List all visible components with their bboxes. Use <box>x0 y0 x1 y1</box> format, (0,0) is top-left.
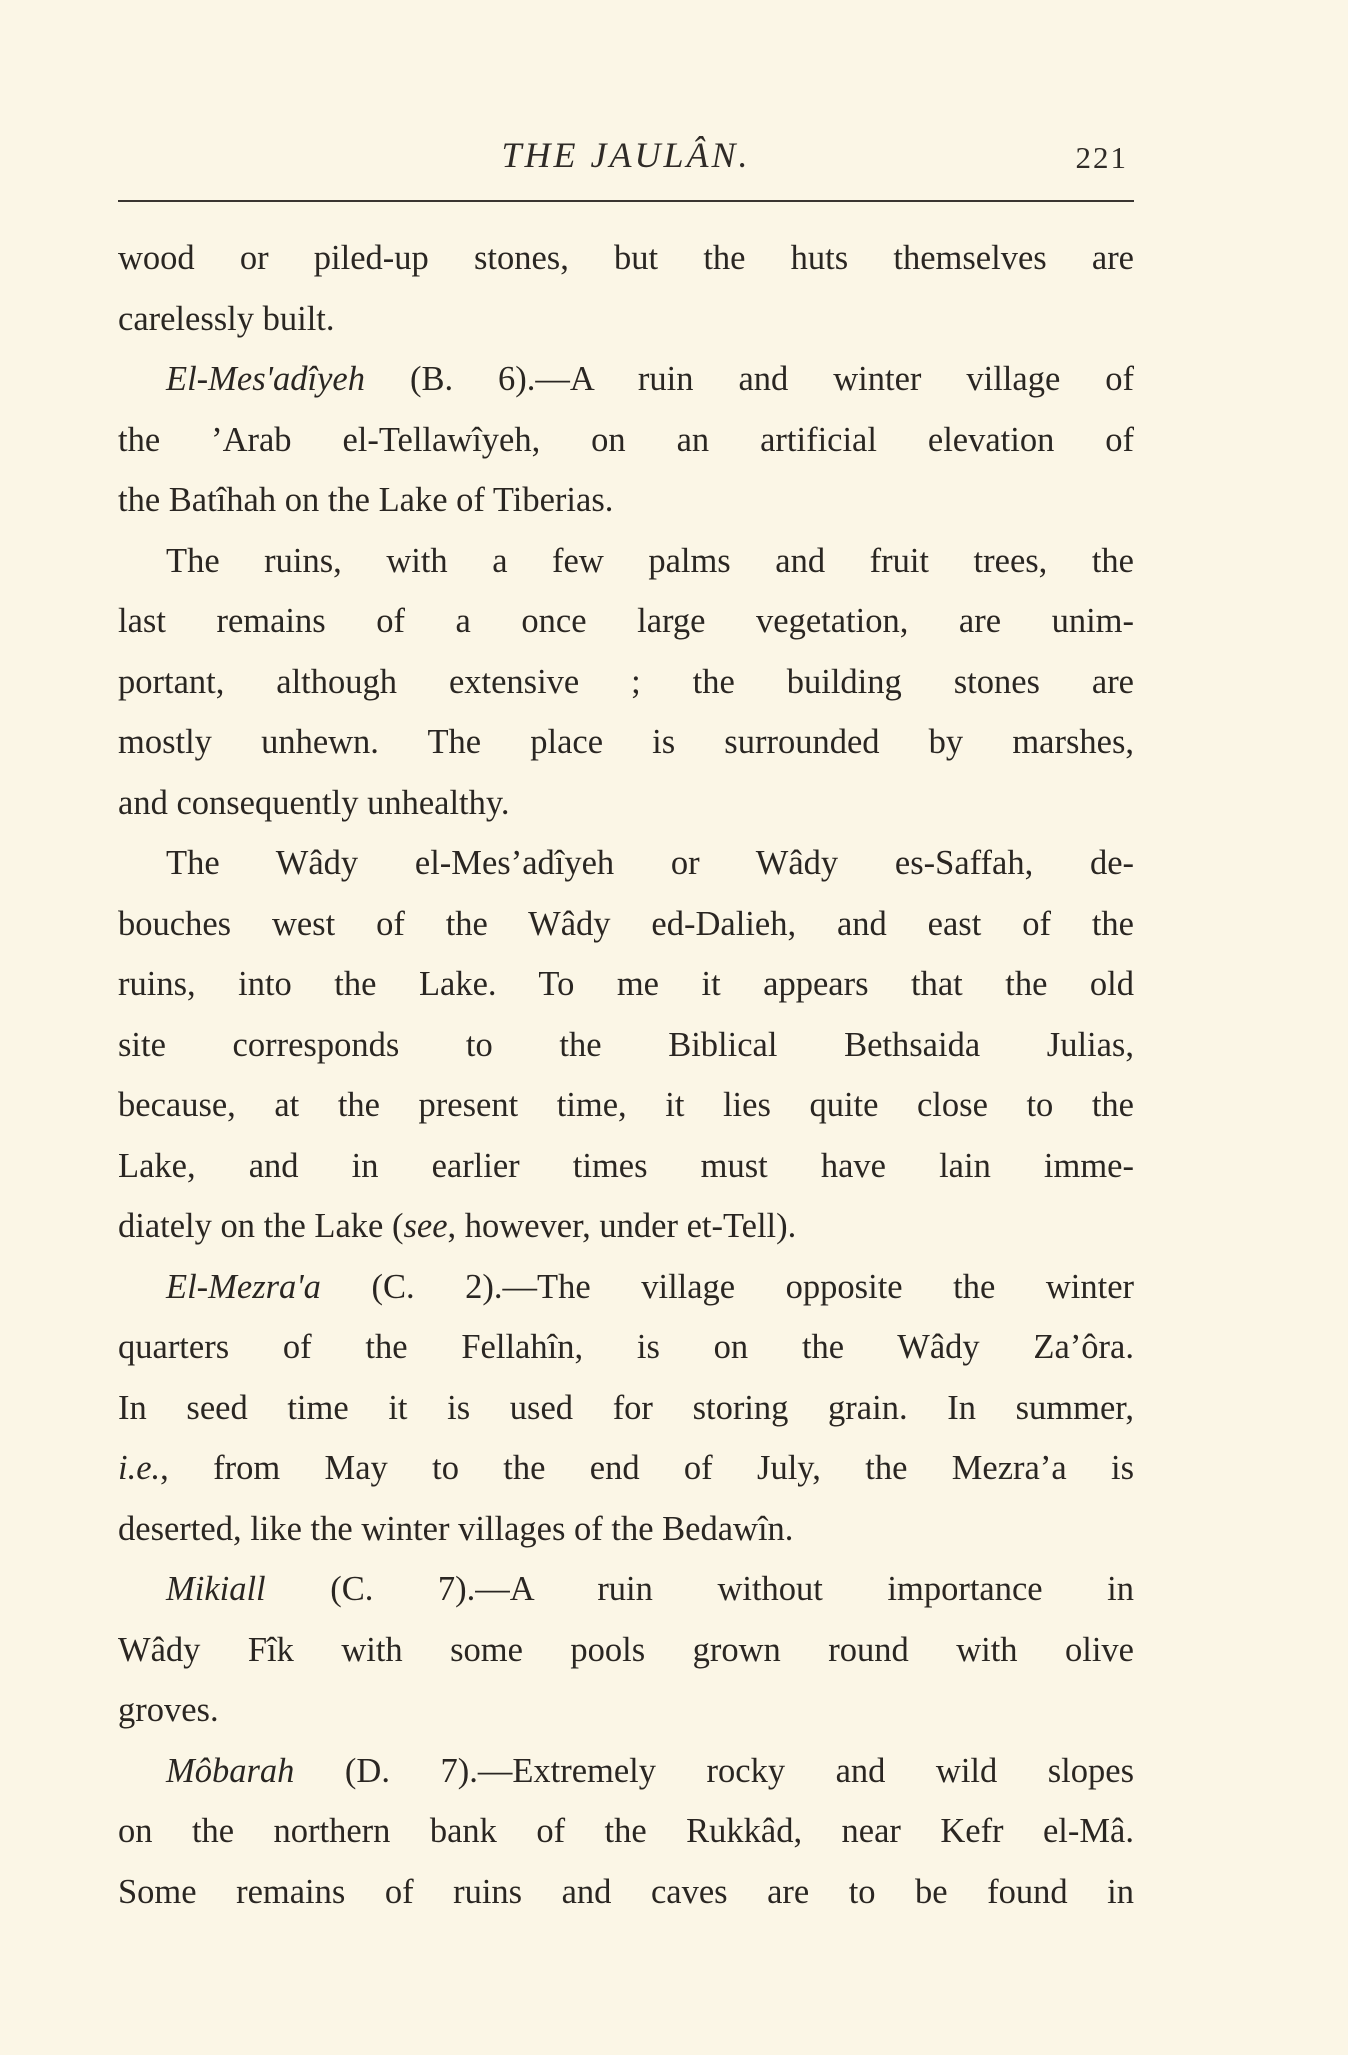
text-segment: mostly unhewn. The place is surrounded by marshes, <box>118 723 1134 761</box>
text-segment: , from May to the end of July, the Mezra’a is <box>160 1449 1134 1487</box>
text-segment: Some remains of ruins and caves are to be found in <box>118 1872 1134 1911</box>
text-line <box>118 1196 1134 1257</box>
italic-text: El-Mezra'a <box>166 1267 321 1306</box>
text-segment: the ’Arab el-Tellawîyeh, on an artificial elevation of <box>118 420 1134 459</box>
text-line <box>118 1015 1134 1076</box>
italic-text: El-Mes'adîyeh <box>166 360 365 398</box>
text-line <box>118 954 1134 1015</box>
text-segment: quarters of the Fellahîn, is on the Wâdy Za’ôra. <box>118 1328 1134 1366</box>
page-header <box>118 118 1134 178</box>
text-line <box>118 470 1134 531</box>
text-segment: (C. 7).—A ruin without importance in <box>265 1570 1134 1608</box>
text-segment: Wâdy Fîk with some pools grown round with olive <box>118 1630 1134 1669</box>
text-line <box>118 531 1134 592</box>
text-segment: the Batîhah on the Lake of Tiberias. <box>118 481 614 519</box>
text-line <box>118 712 1134 773</box>
text-line <box>118 1438 1134 1499</box>
text-line <box>118 1499 1134 1560</box>
text-segment: The Wâdy el-Mes’adîyeh or Wâdy es-Saffah, de- <box>166 844 1134 882</box>
text-line <box>118 1741 1134 1802</box>
text-line <box>118 1862 1134 1923</box>
text-line <box>118 1075 1134 1136</box>
text-segment: portant, although extensive ; the building stones are <box>118 662 1134 701</box>
text-segment: site corresponds to the Biblical Bethsaida Julias, <box>118 1025 1134 1064</box>
text-line <box>118 1559 1134 1620</box>
text-segment: carelessly built. <box>118 299 335 338</box>
text-line <box>118 1317 1134 1378</box>
text-segment: Lake, and in earlier times must have lain imme- <box>118 1146 1134 1185</box>
text-segment: bouches west of the Wâdy ed-Dalieh, and east of the <box>118 904 1134 943</box>
text-line <box>118 833 1134 894</box>
text-line <box>118 652 1134 713</box>
text-line <box>118 289 1134 350</box>
italic-text: see <box>403 1207 448 1245</box>
text-segment: on the northern bank of the Rukkâd, near Kefr el-Mâ. <box>118 1812 1134 1850</box>
text-segment: diately on the Lake ( <box>118 1207 404 1245</box>
text-segment: because, at the present time, it lies quite close to the <box>118 1086 1134 1124</box>
text-line <box>118 410 1134 471</box>
text-segment: , however, under et-Tell). <box>447 1207 797 1245</box>
italic-text: Môbarah <box>166 1751 295 1790</box>
text-segment: The ruins, with a few palms and fruit trees, the <box>166 541 1134 580</box>
text-line <box>118 1378 1134 1439</box>
italic-text: Mikiall <box>166 1570 266 1608</box>
text-segment: In seed time it is used for storing grain. In summer, <box>118 1388 1134 1427</box>
italic-text: i.e. <box>118 1449 161 1487</box>
page-number: 221 <box>1075 140 1128 175</box>
text-segment: last remains of a once large vegetation, are unim- <box>118 602 1134 640</box>
text-line <box>118 1257 1134 1318</box>
text-line <box>118 773 1134 834</box>
header-rule <box>118 200 1134 202</box>
text-segment: (B. 6).—A ruin and winter village of <box>364 360 1134 398</box>
text-segment: (C. 2).—The village opposite the winter <box>320 1267 1134 1306</box>
running-title: THE JAULÂN. <box>501 135 751 175</box>
text-segment: deserted, like the winter villages of the Bedawîn. <box>118 1509 794 1548</box>
text-segment: (D. 7).—Extremely rocky and wild slopes <box>294 1751 1134 1790</box>
text-line <box>118 228 1134 289</box>
text-line <box>118 349 1134 410</box>
text-line <box>118 1680 1134 1741</box>
text-segment: and consequently unhealthy. <box>118 783 510 822</box>
text-segment: ruins, into the Lake. To me it appears that the old <box>118 965 1134 1003</box>
text-line <box>118 1620 1134 1681</box>
text-line <box>118 894 1134 955</box>
text-line <box>118 1801 1134 1862</box>
body-text <box>118 228 1134 1922</box>
text-segment: groves. <box>118 1691 219 1729</box>
book-page <box>118 118 1134 1911</box>
text-line <box>118 591 1134 652</box>
text-line <box>118 1136 1134 1197</box>
text-segment: wood or piled-up stones, but the huts themselves are <box>118 239 1134 277</box>
